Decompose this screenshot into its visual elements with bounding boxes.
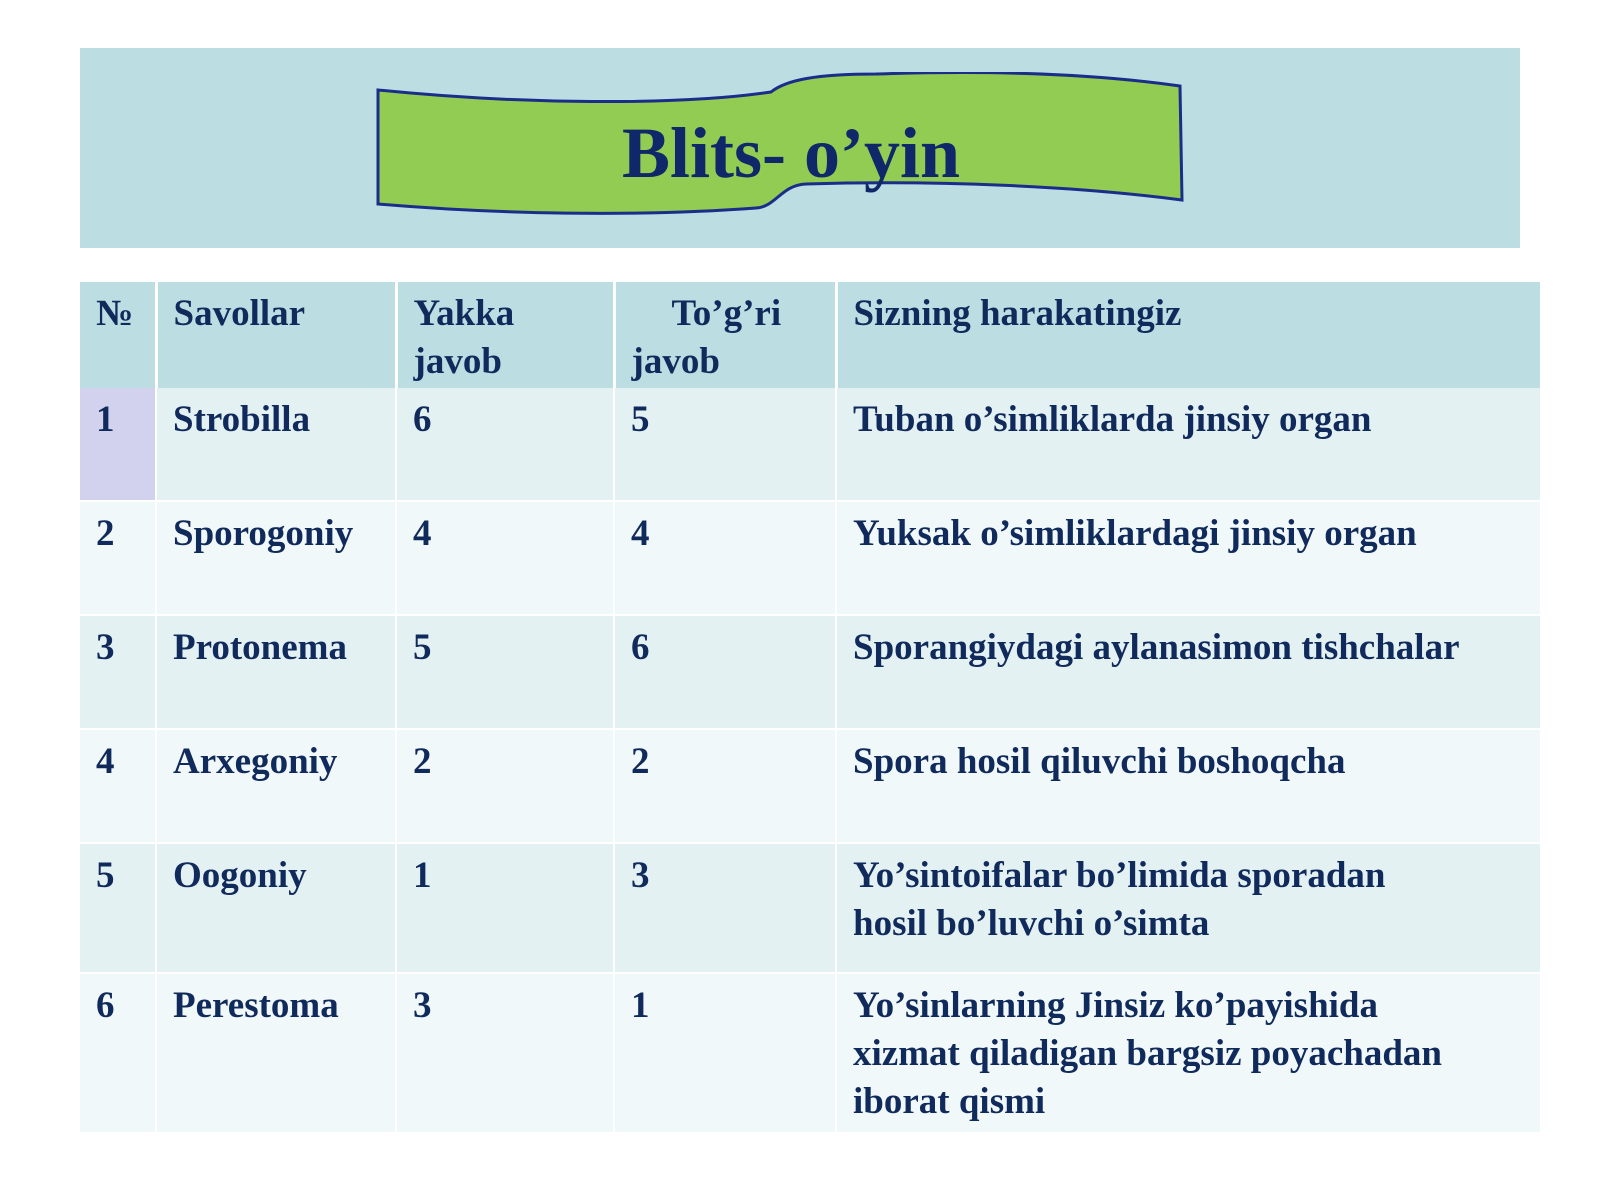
- row-action-line: Yuksak o’simliklardagi jinsiy organ: [853, 513, 1417, 554]
- header-correct-answer: [614, 282, 836, 388]
- row-action-line: Tuban o’simliklarda jinsiy organ: [853, 399, 1372, 440]
- row-action: [836, 843, 1540, 973]
- title-banner: [376, 72, 1206, 222]
- row-correct-answer: 3: [614, 843, 836, 973]
- row-single-answer: 3: [396, 973, 614, 1133]
- row-question: Sporogoniy: [156, 501, 396, 615]
- table-row: [80, 388, 1540, 501]
- header-correct-line1: To’g’ri: [671, 293, 782, 334]
- row-action-line: xizmat qiladigan bargsiz poyachadan: [853, 1033, 1443, 1074]
- row-num: 4: [80, 729, 156, 843]
- row-action: [836, 501, 1540, 615]
- blits-table: [80, 282, 1540, 1134]
- row-num: 5: [80, 843, 156, 973]
- row-correct-answer: 6: [614, 615, 836, 729]
- header-single-line2: javob: [413, 341, 502, 382]
- row-question: Strobilla: [156, 388, 396, 501]
- header-correct-line2: javob: [631, 341, 720, 382]
- page-title: Blits- o’yin: [621, 113, 961, 193]
- header-single-line1: Yakka: [413, 293, 515, 334]
- row-single-answer: 1: [396, 843, 614, 973]
- header-single-answer: [396, 282, 614, 388]
- row-question: Protonema: [156, 615, 396, 729]
- table-header-row: [80, 282, 1540, 388]
- row-num: 2: [80, 501, 156, 615]
- row-action-line: iborat qismi: [853, 1081, 1046, 1122]
- table-row: [80, 843, 1540, 973]
- row-action-line: Spora hosil qiluvchi boshoqcha: [853, 741, 1346, 782]
- row-action: [836, 973, 1540, 1133]
- row-num: 3: [80, 615, 156, 729]
- header-num: №: [80, 282, 156, 388]
- row-correct-answer: 4: [614, 501, 836, 615]
- row-single-answer: 5: [396, 615, 614, 729]
- row-action-line: Sporangiydagi aylanasimon tishchalar: [853, 627, 1460, 668]
- row-action-line: hosil bo’luvchi o’simta: [853, 903, 1210, 944]
- header-action: Sizning harakatingiz: [836, 282, 1540, 388]
- row-action: [836, 729, 1540, 843]
- row-single-answer: 6: [396, 388, 614, 501]
- header-question: Savollar: [156, 282, 396, 388]
- row-correct-answer: 5: [614, 388, 836, 501]
- row-single-answer: 2: [396, 729, 614, 843]
- row-action: [836, 388, 1540, 501]
- row-correct-answer: 1: [614, 973, 836, 1133]
- row-action-line: Yo’sintoifalar bo’limida sporadan: [853, 855, 1386, 896]
- table-row: [80, 615, 1540, 729]
- row-correct-answer: 2: [614, 729, 836, 843]
- row-num: 6: [80, 973, 156, 1133]
- row-question: Oogoniy: [156, 843, 396, 973]
- table-row: [80, 729, 1540, 843]
- row-question: Arxegoniy: [156, 729, 396, 843]
- row-num: 1: [80, 388, 156, 501]
- row-single-answer: 4: [396, 501, 614, 615]
- row-question: Perestoma: [156, 973, 396, 1133]
- row-action-line: Yo’sinlarning Jinsiz ko’payishida: [853, 985, 1379, 1026]
- table-row: [80, 501, 1540, 615]
- table-row: [80, 973, 1540, 1133]
- row-action: [836, 615, 1540, 729]
